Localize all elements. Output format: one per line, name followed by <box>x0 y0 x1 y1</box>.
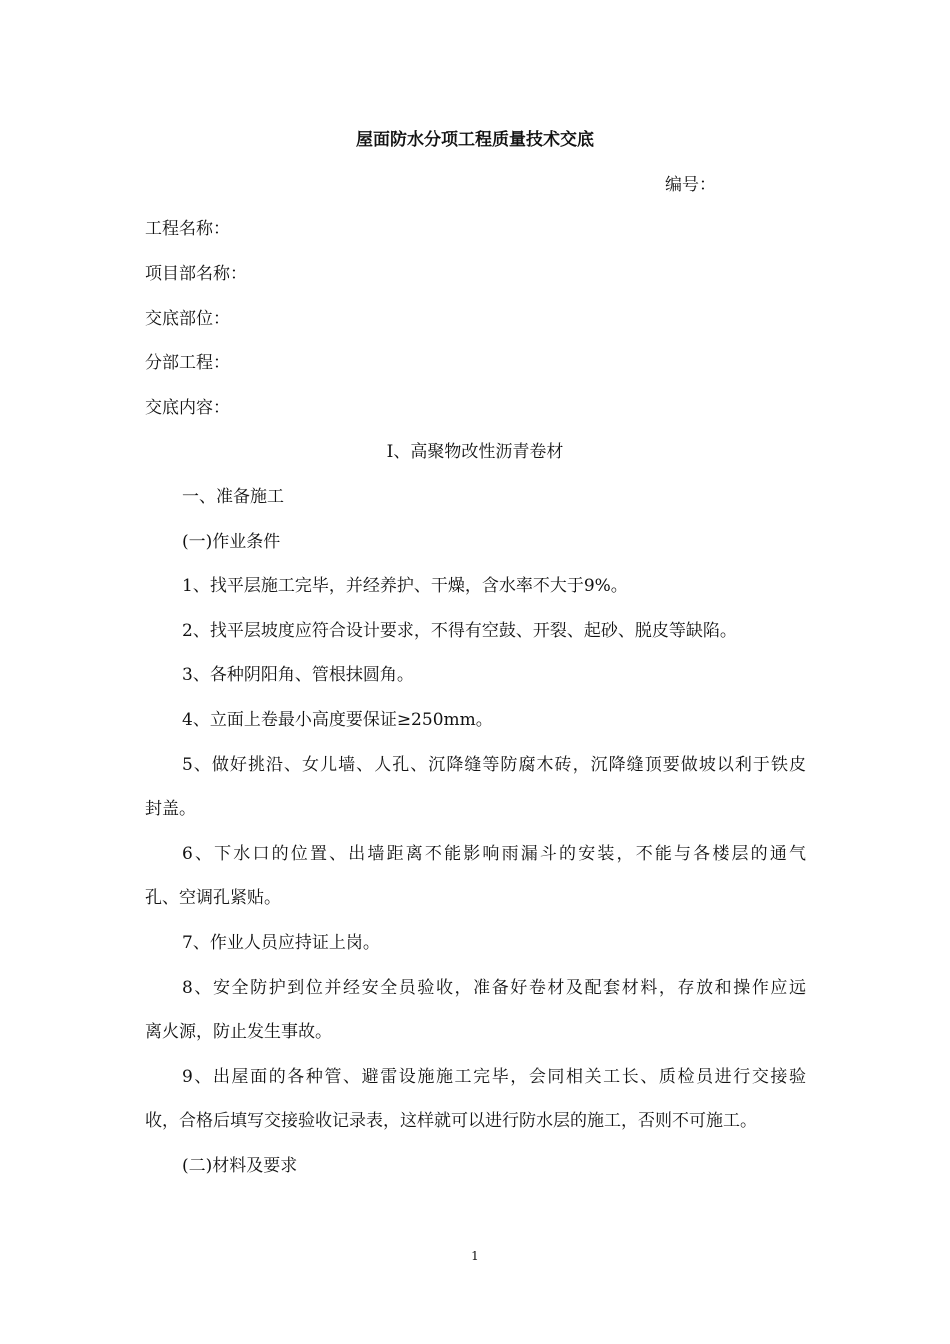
list-item-9-line1: 9、出屋面的各种管、避雷设施施工完毕，会同相关工长、质检员进行交接验 <box>182 1067 806 1087</box>
list-item-5-line1: 5、做好挑沿、女儿墙、人孔、沉降缝等防腐木砖，沉降缝顶要做坡以利于铁皮 <box>182 755 806 775</box>
number-label: 编号： <box>665 175 716 195</box>
list-item-9-line2: 收，合格后填写交接验收记录表，这样就可以进行防水层的施工，否则不可施工。 <box>145 1111 757 1131</box>
division-label: 分部工程： <box>145 353 230 373</box>
subsection-heading-2: (二)材料及要求 <box>182 1156 298 1176</box>
content-label: 交底内容： <box>145 398 230 418</box>
section-heading: Ⅰ、高聚物改性沥青卷材 <box>386 442 564 462</box>
chapter-heading: 一、准备施工 <box>182 487 284 507</box>
list-item-6-line2: 孔、空调孔紧贴。 <box>145 888 281 908</box>
list-item: 1、找平层施工完毕，并经养护、干燥，含水率不大于9%。 <box>182 576 628 596</box>
list-item-8-line2: 离火源，防止发生事故。 <box>145 1022 332 1042</box>
document-title: 屋面防水分项工程质量技术交底 <box>356 130 594 150</box>
project-name-label: 工程名称： <box>145 219 230 239</box>
list-item-7: 7、作业人员应持证上岗。 <box>182 933 380 953</box>
list-item: 3、各种阴阳角、管根抹圆角。 <box>182 665 414 685</box>
list-item: 4、立面上卷最小高度要保证≥250mm。 <box>182 710 493 730</box>
list-item-5-line2: 封盖。 <box>145 799 196 819</box>
list-item: 2、找平层坡度应符合设计要求，不得有空鼓、开裂、起砂、脱皮等缺陷。 <box>182 621 737 641</box>
subsection-heading-1: (一)作业条件 <box>182 532 281 552</box>
department-name-label: 项目部名称： <box>145 264 247 284</box>
page-number: 1 <box>471 1249 479 1263</box>
list-item-8-line1: 8、安全防护到位并经安全员验收，准备好卷材及配套材料，存放和操作应远 <box>182 978 806 998</box>
list-item-6-line1: 6、下水口的位置、出墙距离不能影响雨漏斗的安装，不能与各楼层的通气 <box>182 844 806 864</box>
location-label: 交底部位： <box>145 309 230 329</box>
